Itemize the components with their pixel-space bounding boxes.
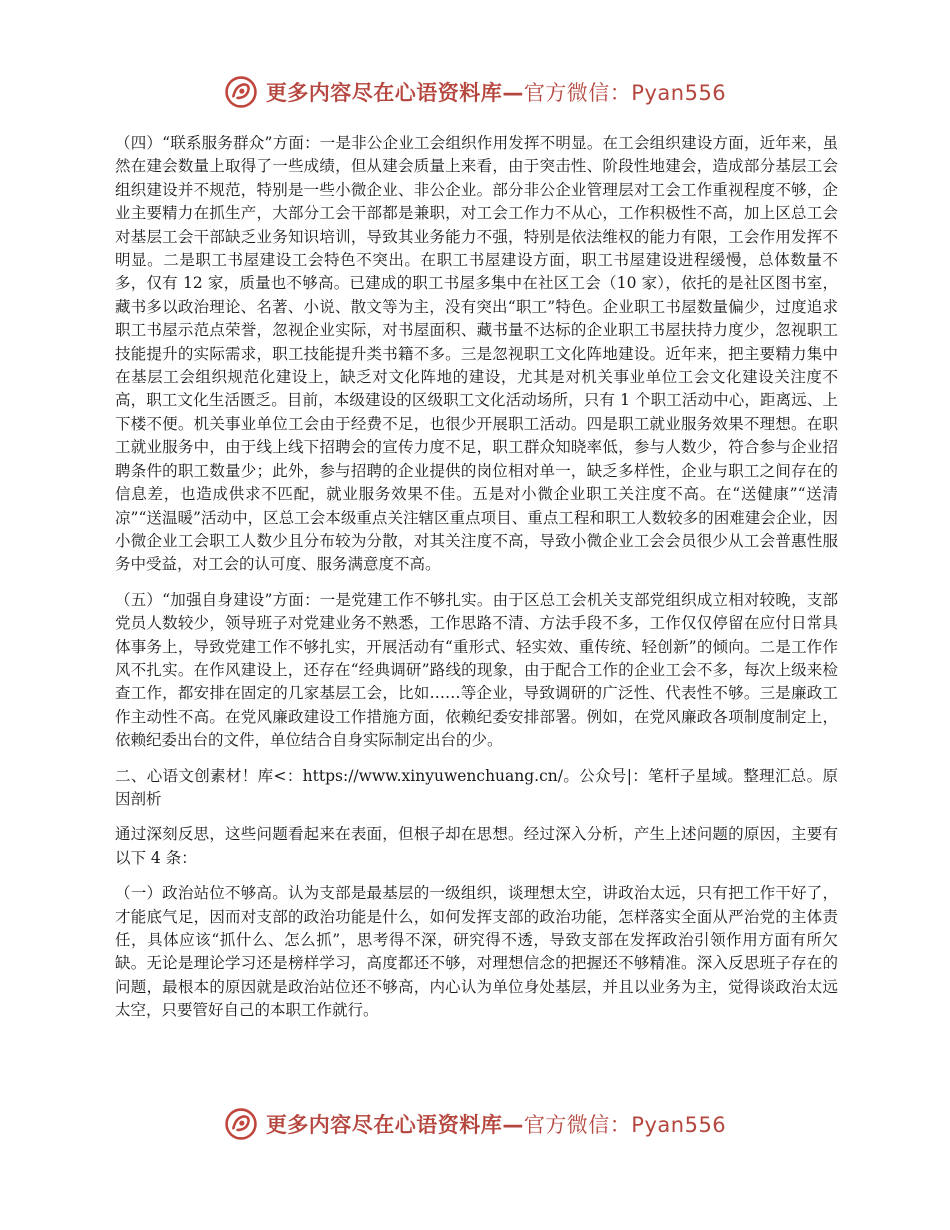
header-watermark-banner (0, 72, 950, 112)
paragraph-liaison-service: （四）“联系服务群众”方面：一是非公企业工会组织作用发挥不明显。在工会组织建设方面，近年来，虽然在建会数量上取得了一些成绩，但从建会质量上来看，由于突击性、阶段性地建会，造成部分基层工会组织建设并不规范，特别是一些小微企业、非公企业。部分非公企业管理层对工会工作重视程度不够，企业主要精力在抓生产，大部分工会干部都是兼职，对工会工作力不从心，工作积极性不高，加上区总工会对基层工会干部缺乏业务知识培训，导致其业务能力不强，特别是依法维权的能力有限，工会作用发挥不明显。二是职工书屋建设工会特色不突出。在职工书屋建设方面，职工书屋建设进程缓慢，总体数量不多，仅有 12 家，质量也不够高。已建成的职工书屋多集中在社区工会（10 家），依托的是社区图书室，藏书多以政治理论、名著、小说、散文等为主，没有突出“职工”特色。企业职工书屋数量偏少，过度追求职工书屋示范点荣誉，忽视企业实际，对书屋面积、藏书量不达标的企业职工书屋扶持力度少，忽视职工技能提升的实际需求，职工技能提升类书籍不多。三是忽视职工文化阵地建设。近年来，把主要精力集中在基层工会组织规范化建设上，缺乏对文化阵地的建设，尤其是对机关事业单位工会文化建设关注度不高，职工文化生活匮乏。目前，本级建设的区级职工文化活动场所，只有 1 个职工活动中心，距离远、上下楼不便。机关事业单位工会由于经费不足，也很少开展职工活动。四是职工就业服务效果不理想。在职工就业服务中，由于线上线下招聘会的宣传力度不足，职工群众知晓率低，参与人数少，符合参与企业招聘条件的职工数量少；此外，参与招聘的企业提供的岗位相对单一，缺乏多样性，企业与职工之间存在的信息差，也造成供求不匹配，就业服务效果不佳。五是对小微企业职工关注度不高。在“送健康”“送清凉”“送温暖”活动中，区总工会本级重点关注辖区重点项目、重点工程和职工人数较多的困难建会企业，因小微企业工会职工人数少且分布较为分散，对其关注度不高，导致小微企业工会会员很少从工会普惠性服务中受益，对工会的认可度、服务满意度不高。 (115, 134, 838, 574)
footer-watermark-banner (0, 1104, 950, 1144)
banner-wechat-text: 官方微信：Pyan556 (523, 1113, 727, 1137)
banner-main-text: 更多内容尽在心语资料库 (265, 1113, 503, 1137)
banner-text (266, 1109, 726, 1139)
paragraph-reflection-intro: 通过深刻反思，这些问题看起来在表面，但根子却在思想。经过深入分析，产生上述问题的原因，主要有以下 4 条： (115, 825, 838, 867)
paragraph-political-stance: （一）政治站位不够高。认为支部是最基层的一级组织，谈理想太空，讲政治太远，只有把工作干好了，才能底气足，因而对支部的政治功能是什么，如何发挥支部的政治功能，怎样落实全面从严治党的主体责任，具体应该“抓什么、怎么抓”，思考得不深，研究得不透，导致支部在发挥政治引领作用方面有所欠缺。无论是理论学习还是榜样学习，高度都还不够，对理想信念的把握还不够精准。深入反思班子存在的问题，最根本的原因就是政治站位还不够高，内心认为单位身处基层，并且以业务为主，觉得谈政治太远太空，只要管好自己的本职工作就行。 (115, 884, 838, 1020)
banner-wechat-text: 官方微信：Pyan556 (523, 81, 727, 105)
document-body (115, 132, 838, 1035)
banner-text (266, 77, 726, 107)
banner-main-text: 更多内容尽在心语资料库 (265, 81, 503, 105)
brand-logo-icon (224, 1107, 258, 1141)
section-heading-cause-analysis: 二、心语文创素材！库<：https://www.xinyuwenchuang.cn/。公众号|：笔杆子星域。整理汇总。原因剖析 (115, 766, 838, 808)
banner-dash: — (502, 81, 524, 105)
paragraph-self-building: （五）“加强自身建设”方面：一是党建工作不够扎实。由于区总工会机关支部党组织成立相对较晚，支部党员人数较少，领导班子对党建业务不熟悉，工作思路不清、方法手段不多，工作仅仅停留在应付日常具体事务上，导致党建工作不够扎实，开展活动有“重形式、轻实效、重传统、轻创新”的倾向。二是工作作风不扎实。在作风建设上，还存在“经典调研”路线的现象，由于配合工作的企业工会不多，每次上级来检查工作，都安排在固定的几家基层工会，比如……等企业，导致调研的广泛性、代表性不够。三是廉政工作主动性不高。在党风廉政建设工作措施方面，依赖纪委安排部署。例如，在党风廉政各项制度制定上，依赖纪委出台的文件，单位结合自身实际制定出台的少。 (115, 590, 838, 750)
brand-logo-icon (224, 75, 258, 109)
banner-dash: — (502, 1113, 524, 1137)
